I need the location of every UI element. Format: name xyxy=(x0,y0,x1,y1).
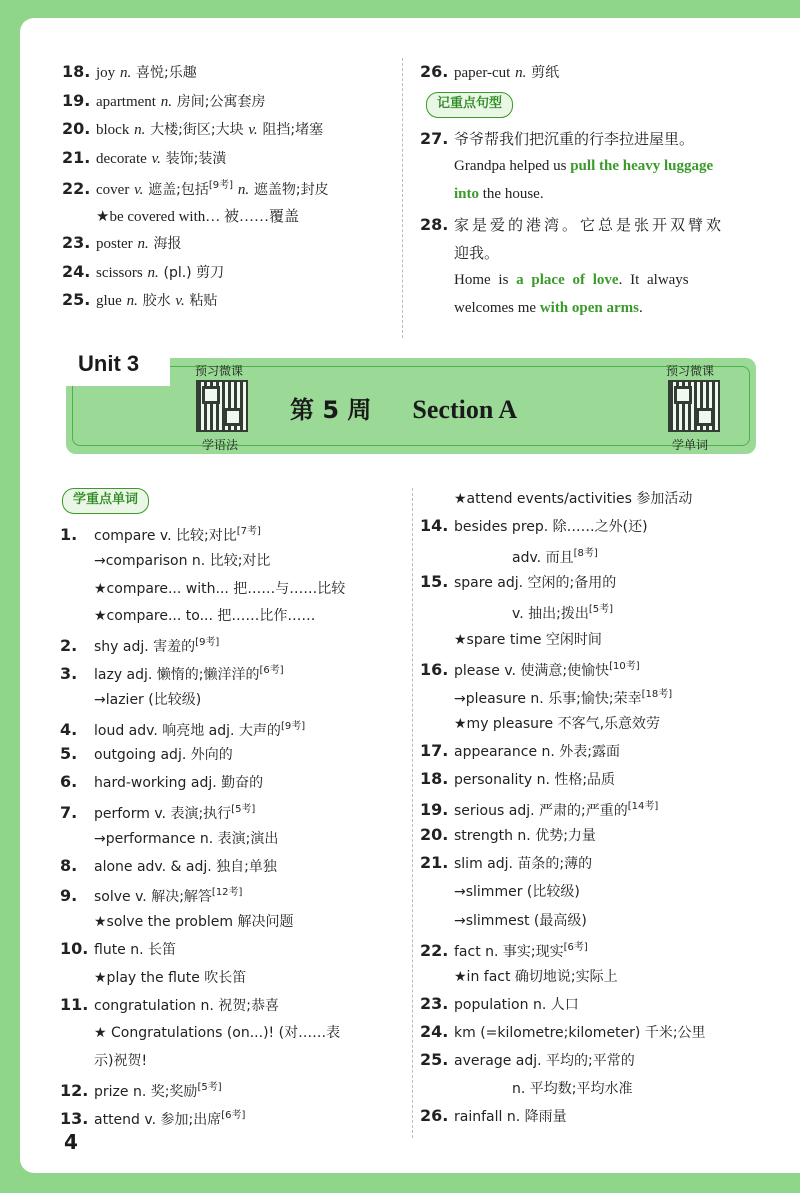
sentence-28-en-line2: welcomes me with open arms. xyxy=(454,300,643,316)
word: scissors xyxy=(96,264,143,281)
part-of-speech: n. xyxy=(126,293,138,309)
meaning: 胶水 xyxy=(142,293,171,309)
word: poster xyxy=(96,236,133,252)
vocab-item xyxy=(420,853,592,873)
item-number: 14. xyxy=(420,516,449,536)
unit-label: Unit 3 xyxy=(78,351,140,376)
entry-text: →slimmest (最高级) xyxy=(454,912,587,929)
vocab-item xyxy=(512,1078,633,1098)
entry-text: ★in fact 确切地说;实际上 xyxy=(454,968,618,985)
word: ★be covered with… 被……覆盖 xyxy=(96,208,299,225)
vocab-item xyxy=(420,516,648,536)
item-number: 21. xyxy=(420,853,449,873)
part-of-speech: v. xyxy=(134,182,144,198)
item-number: 9. xyxy=(60,886,78,906)
part-of-speech: n. xyxy=(147,264,159,281)
item-number: 7. xyxy=(60,803,78,822)
meaning: 遮盖;包括 xyxy=(148,182,209,198)
item-number: 12. xyxy=(60,1081,89,1100)
exam-count: [9考] xyxy=(195,637,220,649)
part-of-speech: n. xyxy=(160,93,173,110)
vocab-item xyxy=(420,769,615,789)
column-divider-bottom xyxy=(412,488,413,1138)
entry-text: ★solve the problem 解决问题 xyxy=(94,914,294,931)
item-number: 25. xyxy=(420,1050,449,1069)
item-number: 8. xyxy=(60,855,78,875)
entry-text: rainfall n. 降雨量 xyxy=(454,1109,567,1126)
entry-text: appearance n. 外表;露面 xyxy=(454,743,621,760)
word: glue xyxy=(96,293,122,309)
entry-text: shy adj. 害羞的 xyxy=(94,639,196,656)
vocab-item xyxy=(420,572,616,592)
qr-code-icon[interactable] xyxy=(668,380,720,432)
item-number: 19. xyxy=(62,90,91,110)
exam-count: [18考] xyxy=(641,688,673,700)
vocab-item xyxy=(512,544,598,567)
entry-text: hard-working adj. 勤奋的 xyxy=(94,775,264,792)
item-number: 25. xyxy=(62,290,91,309)
workbook-page xyxy=(20,18,800,1173)
column-divider-top xyxy=(402,58,403,338)
vocab-item xyxy=(94,550,270,570)
part-of-speech: n. xyxy=(137,236,149,252)
vocab-item xyxy=(60,856,277,876)
entry-text: population n. 人口 xyxy=(454,996,579,1013)
exam-count: [5考] xyxy=(231,804,256,815)
vocab-item xyxy=(454,629,602,649)
section-tag-words: 学重点单词 xyxy=(62,488,149,514)
vocab-item xyxy=(60,744,233,764)
entry-text: compare v. 比较;对比 xyxy=(94,528,237,544)
vocab-item xyxy=(60,995,279,1015)
vocab-item xyxy=(60,633,219,656)
item-number: 20. xyxy=(420,825,449,845)
entry-text: ★play the flute 吹长笛 xyxy=(94,969,247,986)
entry-text: ★compare... with... 把……与……比较 xyxy=(94,580,346,597)
vocab-item xyxy=(454,910,587,930)
part-of-speech: v. xyxy=(175,293,185,309)
entry-text: ★compare... to... 把……比作…… xyxy=(94,608,316,625)
vocab-item xyxy=(454,881,580,901)
item-number: 16. xyxy=(420,659,449,679)
meaning: 遮盖物;封皮 xyxy=(253,182,329,198)
item-number: 5. xyxy=(60,744,78,764)
entry-text: congratulation n. 祝贺;恭喜 xyxy=(94,997,279,1014)
exam-count: [5考] xyxy=(197,1082,222,1093)
item-number: 2. xyxy=(60,636,78,656)
section-title: Section A xyxy=(412,395,518,424)
vocab-item xyxy=(96,205,299,226)
item-number: 26. xyxy=(420,1106,449,1126)
vocab-item xyxy=(60,772,263,792)
item-number: 23. xyxy=(62,233,91,252)
entry-text: adv. 而且 xyxy=(512,550,574,567)
exam-count: [9考] xyxy=(208,180,234,191)
qr-code-icon[interactable] xyxy=(196,380,248,432)
exam-count: [9考] xyxy=(280,720,306,732)
entry-text: solve v. 解决;解答 xyxy=(94,889,212,906)
vocab-item xyxy=(454,685,672,708)
vocab-item xyxy=(94,689,201,709)
entry-text: attend v. 参加;出席 xyxy=(94,1111,222,1128)
vocab-item xyxy=(60,800,255,823)
exam-count: [6考] xyxy=(259,665,284,676)
meaning: 阻挡;堵塞 xyxy=(262,122,324,138)
sentence-27-en-line1: Grandpa helped us pull the heavy luggage xyxy=(454,158,714,174)
vocab-item: 26. paper-cut n. 剪纸 xyxy=(420,62,560,81)
exam-count: [6考] xyxy=(221,1109,246,1121)
word: block xyxy=(96,122,130,138)
vocab-item xyxy=(512,600,613,623)
entry-text: flute n. 长笛 xyxy=(94,942,177,958)
item-number: 13. xyxy=(60,1108,89,1128)
vocab-item xyxy=(454,488,692,508)
entry-text: ★my pleasure 不客气,乐意效劳 xyxy=(454,715,661,732)
sentence-28-zh-line2: 迎我。 xyxy=(454,244,500,262)
entry-text: →slimmer (比较级) xyxy=(454,884,580,901)
page-number: 4 xyxy=(64,1130,78,1154)
part-of-speech: n. xyxy=(119,65,132,81)
entry-text: ★ Congratulations (on...)! (对……表 xyxy=(94,1025,341,1042)
entry-text: ★attend events/activities 参加活动 xyxy=(454,491,693,507)
vocab-item xyxy=(454,966,618,986)
part-of-speech: n. xyxy=(134,122,146,138)
vocab-item xyxy=(60,939,176,959)
word: joy xyxy=(96,65,116,81)
item-number: 21. xyxy=(62,147,91,167)
item-number: 6. xyxy=(60,772,78,792)
vocab-item xyxy=(420,938,588,961)
entry-text: perform v. 表演;执行 xyxy=(94,806,232,822)
item-number: 1. xyxy=(60,525,78,544)
vocab-item xyxy=(454,713,660,733)
vocab-item xyxy=(94,828,278,848)
entry-text: fact n. 事实;现实 xyxy=(454,943,564,960)
vocab-item xyxy=(94,1050,147,1070)
vocab-item xyxy=(420,1050,635,1070)
entry-text: 示)祝贺! xyxy=(94,1053,148,1070)
vocab-item xyxy=(94,1022,340,1042)
vocab-item xyxy=(94,605,315,625)
vocab-item xyxy=(62,176,329,199)
word: apartment xyxy=(96,93,156,110)
meaning: 房间;公寓套房 xyxy=(176,93,266,110)
word: cover xyxy=(96,182,130,198)
meaning: 装饰;装潢 xyxy=(165,150,227,167)
entry-text: please v. 使满意;使愉快 xyxy=(454,662,610,679)
entry-text: v. 抽出;拨出 xyxy=(512,606,589,623)
banner-title xyxy=(290,390,517,425)
entry-text: slim adj. 苗条的;薄的 xyxy=(454,856,593,873)
item-number: 17. xyxy=(420,740,449,760)
entry-text: average adj. 平均的;平常的 xyxy=(454,1053,635,1069)
meaning: 大楼;街区;大块 xyxy=(150,122,244,138)
vocab-item xyxy=(62,148,226,168)
entry-text: n. 平均数;平均水准 xyxy=(512,1081,633,1098)
vocab-item xyxy=(62,233,181,253)
sentence-27-zh: 27. 爷爷帮我们把沉重的行李拉进屋里。 xyxy=(420,129,695,148)
section-tag-sentences: 记重点句型 xyxy=(426,92,513,118)
vocab-item xyxy=(420,797,658,820)
qr-right-top-label: 预习微课 xyxy=(666,364,715,378)
item-number: 11. xyxy=(60,994,89,1014)
meaning: 海报 xyxy=(153,236,182,252)
meaning: (pl.) 剪刀 xyxy=(163,264,225,281)
item-number: 18. xyxy=(62,62,91,81)
item-number: 20. xyxy=(62,119,91,138)
exam-count: [5考] xyxy=(588,604,613,616)
part-of-speech: v. xyxy=(151,150,161,167)
vocab-item xyxy=(62,262,224,282)
entry-text: prize n. 奖;奖励 xyxy=(94,1084,198,1100)
sentence-27-en-line2: into the house. xyxy=(454,186,544,202)
entry-text: strength n. 优势;力量 xyxy=(454,828,596,845)
vocab-item xyxy=(62,91,266,111)
item-number: 15. xyxy=(420,572,449,592)
sentence-28-en-line1: Home is a place of love. It always xyxy=(454,272,689,288)
item-number: 23. xyxy=(420,993,449,1013)
item-number: 18. xyxy=(420,769,449,788)
entry-text: loud adv. 响亮地 adj. 大声的 xyxy=(94,722,281,739)
week-title: 第 5 周 xyxy=(290,396,372,424)
vocab-item xyxy=(62,62,197,82)
vocab-item xyxy=(60,1106,245,1129)
vocab-item xyxy=(94,967,246,987)
vocab-item xyxy=(94,911,293,931)
entry-text: →performance n. 表演;演出 xyxy=(94,830,279,847)
vocab-item xyxy=(94,578,345,598)
meaning: 粘贴 xyxy=(189,293,218,309)
word: decorate xyxy=(96,150,147,167)
vocab-item xyxy=(60,661,284,684)
entry-text: lazy adj. 懒惰的;懒洋洋的 xyxy=(94,667,260,683)
qr-right-bottom-label: 学单词 xyxy=(672,438,709,452)
vocab-item xyxy=(420,825,596,845)
item-number: 10. xyxy=(60,939,89,958)
exam-count: [10考] xyxy=(609,660,640,672)
entry-text: besides prep. 除……之外(还) xyxy=(454,519,648,536)
vocab-item xyxy=(60,883,242,906)
entry-text: spare adj. 空闲的;备用的 xyxy=(454,575,617,592)
part-of-speech: n. xyxy=(237,182,250,198)
item-number: 22. xyxy=(420,940,449,960)
entry-text: personality n. 性格;品质 xyxy=(454,772,616,788)
item-number: 4. xyxy=(60,719,78,739)
entry-text: outgoing adj. 外向的 xyxy=(94,747,233,764)
item-number: 22. xyxy=(62,179,91,198)
vocab-item xyxy=(62,290,218,310)
item-number: 3. xyxy=(60,664,78,683)
vocab-item xyxy=(60,717,305,740)
qr-left-bottom-label: 学语法 xyxy=(202,438,239,452)
exam-count: [12考] xyxy=(211,887,243,899)
vocab-item xyxy=(60,522,261,545)
entry-text: alone adv. & adj. 独自;单独 xyxy=(94,858,277,875)
part-of-speech: v. xyxy=(248,122,258,138)
item-number: 19. xyxy=(420,800,449,820)
exam-count: [14考] xyxy=(627,801,659,813)
exam-count: [6考] xyxy=(563,941,588,953)
vocab-item xyxy=(60,1078,222,1101)
entry-text: →lazier (比较级) xyxy=(94,691,202,708)
meaning: 喜悦;乐趣 xyxy=(135,65,197,81)
entry-text: serious adj. 严肃的;严重的 xyxy=(454,803,628,820)
qr-left-top-label: 预习微课 xyxy=(195,364,244,378)
item-number: 24. xyxy=(420,1021,449,1041)
entry-text: →pleasure n. 乐事;愉快;荣幸 xyxy=(454,690,642,707)
vocab-item xyxy=(420,657,640,680)
vocab-item xyxy=(62,119,323,139)
exam-count: [7考] xyxy=(236,526,261,537)
entry-text: ★spare time 空闲时间 xyxy=(454,631,602,648)
vocab-item xyxy=(420,741,620,761)
vocab-item xyxy=(420,1106,567,1126)
item-number: 24. xyxy=(62,261,91,281)
vocab-item xyxy=(420,994,579,1014)
vocab-item xyxy=(420,1022,706,1042)
sentence-28-zh-line1: 28. 家是爱的港湾。它总是张开双臂欢 xyxy=(420,215,725,234)
exam-count: [8考] xyxy=(573,548,598,560)
entry-text: →comparison n. 比较;对比 xyxy=(94,552,271,569)
entry-text: km (=kilometre;kilometer) 千米;公里 xyxy=(454,1024,706,1041)
